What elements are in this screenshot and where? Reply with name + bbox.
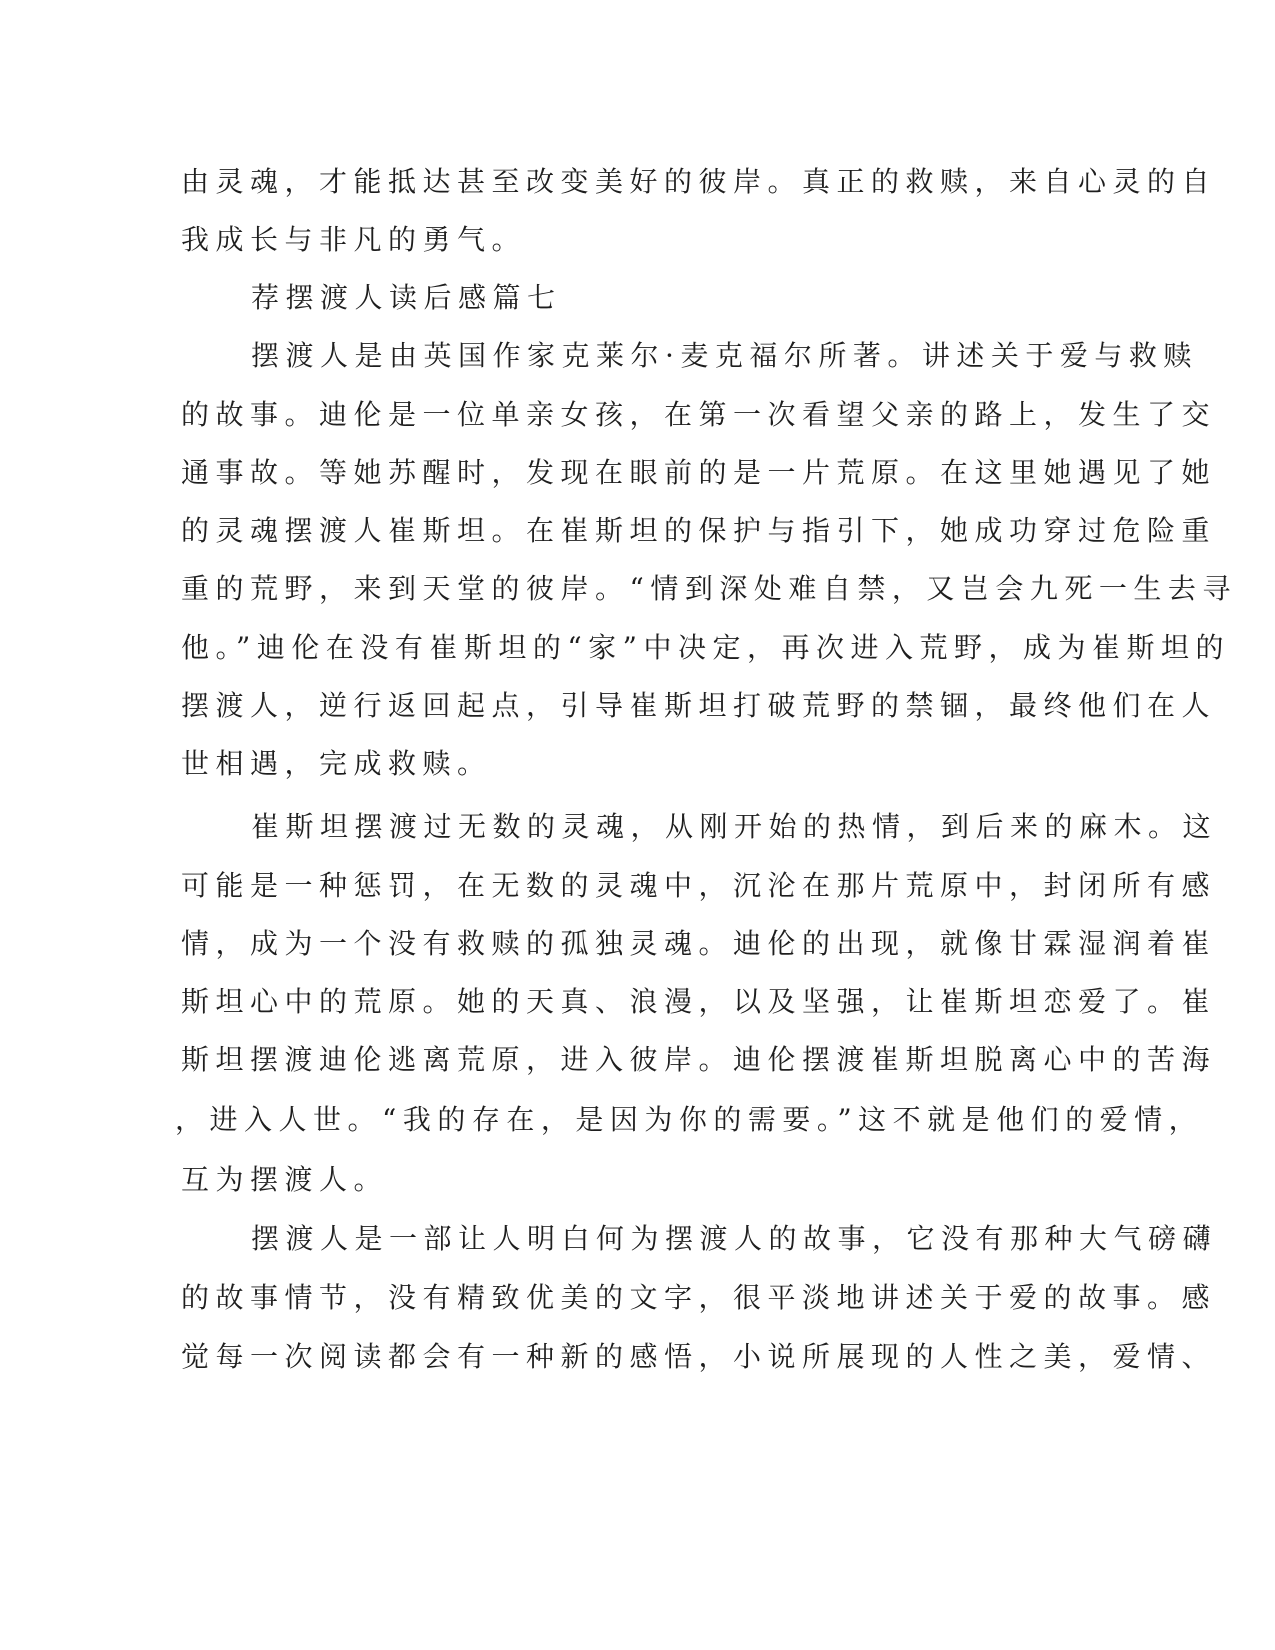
text-line: 的故事情节，没有精致优美的文字，很平淡地讲述关于爱的故事。感 [181, 1281, 1217, 1314]
text-line: 斯坦摆渡迪伦逃离荒原，进入彼岸。迪伦摆渡崔斯坦脱离心中的苦海 [181, 1043, 1217, 1076]
section-heading: 荐摆渡人读后感篇七 [251, 281, 562, 314]
text-line: 通事故。等她苏醒时，发现在眼前的是一片荒原。在这里她遇见了她 [181, 456, 1217, 489]
text-line: 的灵魂摆渡人崔斯坦。在崔斯坦的保护与指引下，她成功穿过危险重 [181, 514, 1217, 547]
text-line: 的故事。迪伦是一位单亲女孩，在第一次看望父亲的路上，发生了交 [181, 398, 1217, 431]
text-line: 世相遇，完成救赎。 [181, 747, 492, 780]
text-line: 斯坦心中的荒原。她的天真、浪漫，以及坚强，让崔斯坦恋爱了。崔 [181, 985, 1217, 1018]
text-line: 摆渡人是由英国作家克莱尔·麦克福尔所著。讲述关于爱与救赎 [251, 339, 1198, 372]
text-line: 可能是一种惩罚，在无数的灵魂中，沉沦在那片荒原中，封闭所有感 [181, 869, 1217, 902]
text-line: 觉每一次阅读都会有一种新的感悟，小说所展现的人性之美，爱情、 [181, 1340, 1217, 1373]
text-line: 摆渡人，逆行返回起点，引导崔斯坦打破荒野的禁锢，最终他们在人 [181, 689, 1217, 722]
text-line: 他。”迪伦在没有崔斯坦的“家”中决定，再次进入荒野，成为崔斯坦的 [181, 631, 1230, 664]
text-line: 情，成为一个没有救赎的孤独灵魂。迪伦的出现，就像甘霖湿润着崔 [181, 927, 1217, 960]
text-line: 摆渡人是一部让人明白何为摆渡人的故事，它没有那种大气磅礴 [251, 1222, 1218, 1255]
text-line: 重的荒野，来到天堂的彼岸。“情到深处难自禁，又岂会九死一生去寻 [181, 572, 1237, 605]
text-line: ，进入人世。“我的存在，是因为你的需要。”这不就是他们的爱情， [175, 1103, 1204, 1136]
text-line: 由灵魂，才能抵达甚至改变美好的彼岸。真正的救赎，来自心灵的自 [181, 165, 1217, 198]
text-line: 我成长与非凡的勇气。 [181, 223, 527, 256]
text-line: 互为摆渡人。 [181, 1163, 389, 1196]
text-line: 崔斯坦摆渡过无数的灵魂，从刚开始的热情，到后来的麻木。这 [251, 810, 1218, 843]
